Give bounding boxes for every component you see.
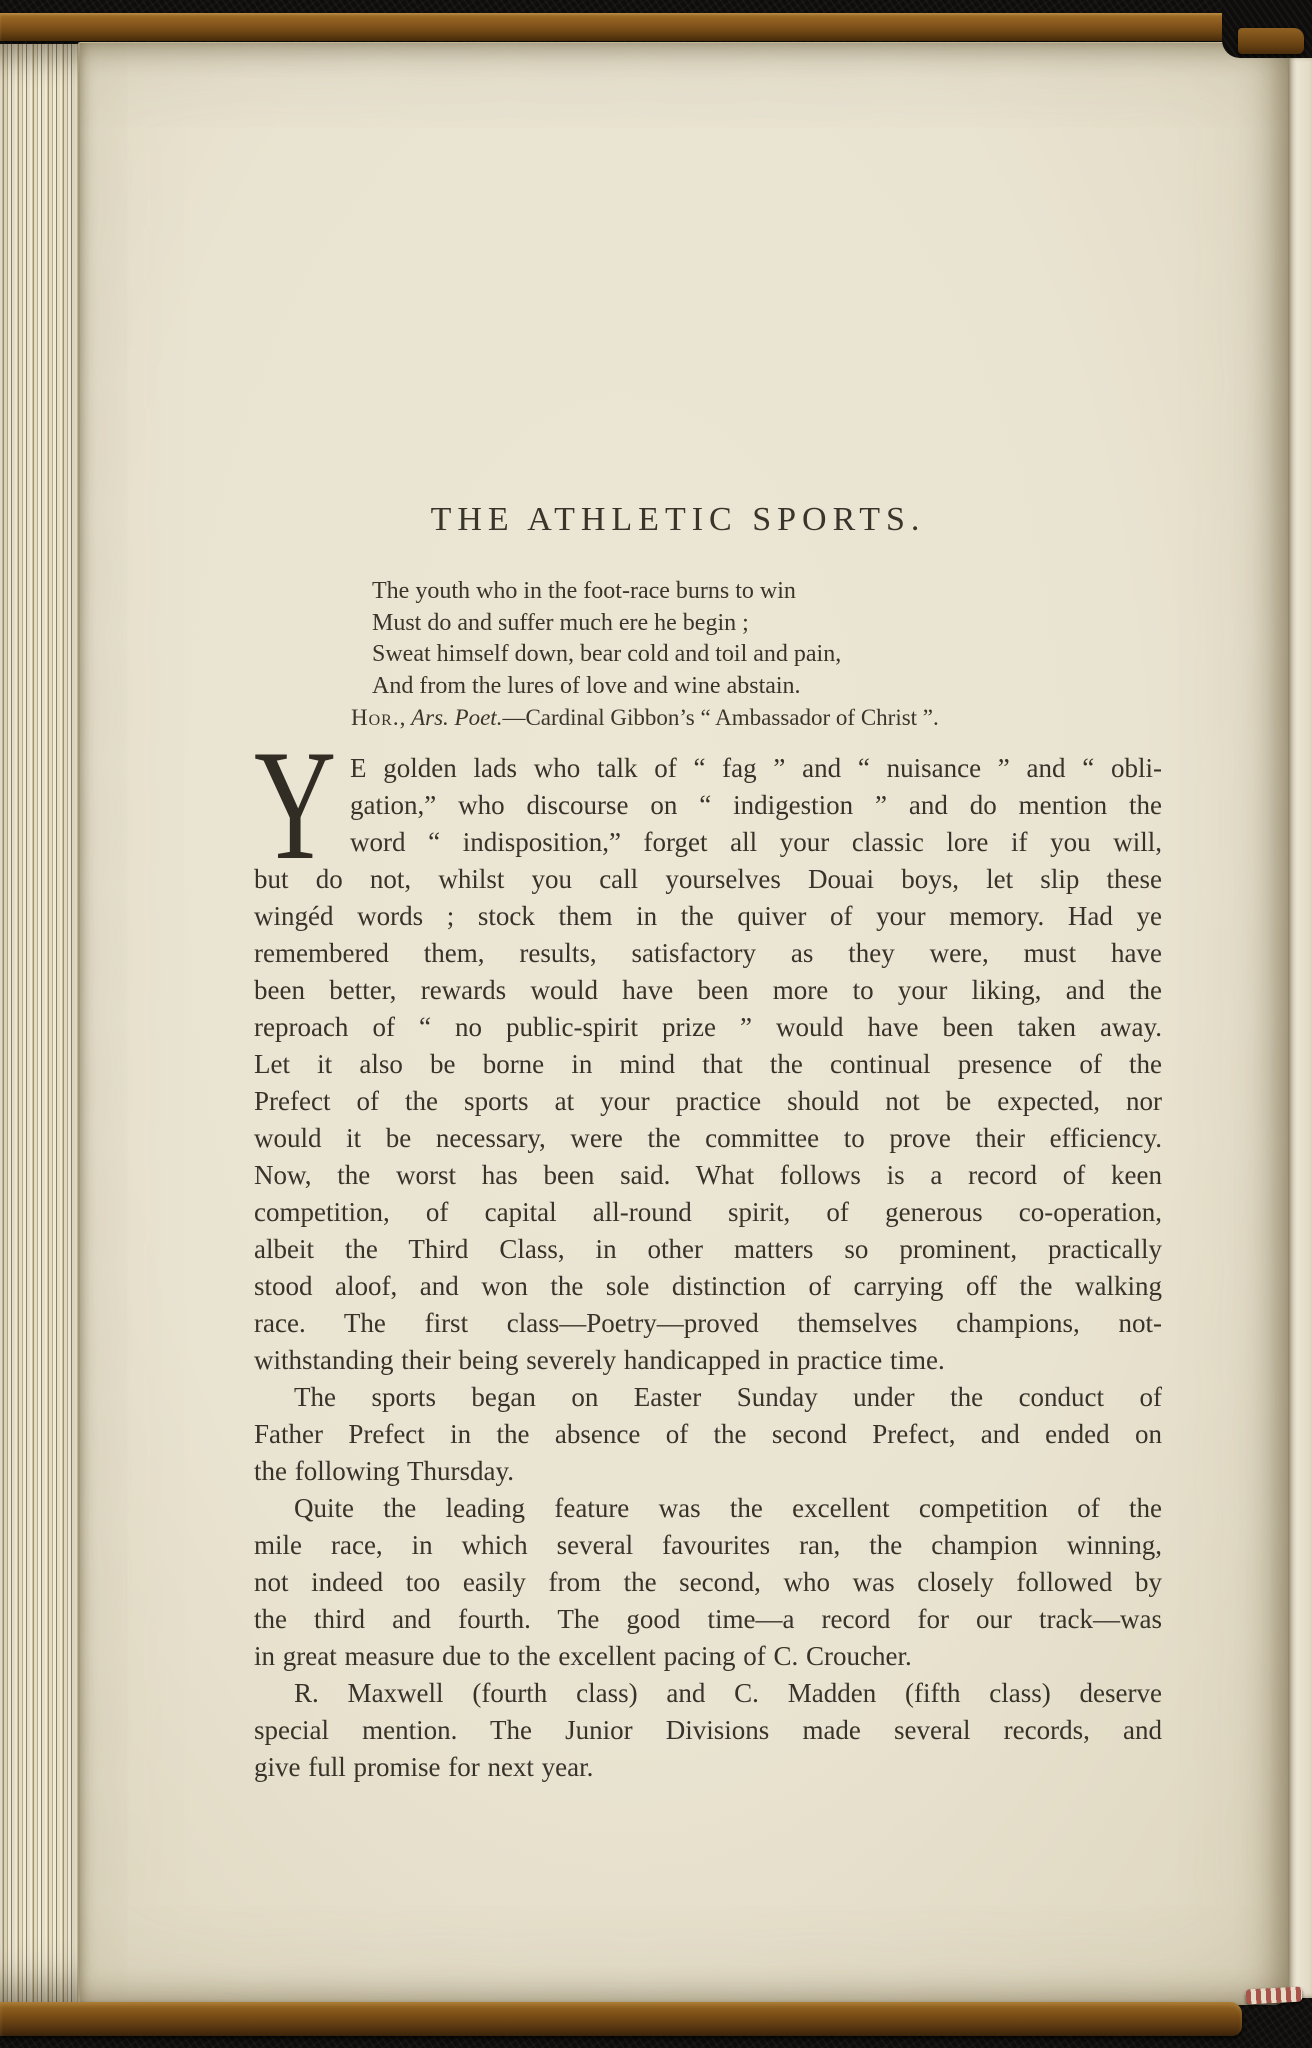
text-line: R. Maxwell (fourth class) and C. Madden (fifth class) deserve bbox=[294, 1678, 1162, 1708]
paragraph-1-lines bbox=[254, 718, 1162, 1379]
adjacent-page-edge bbox=[1286, 56, 1312, 1998]
book-cover-top-edge bbox=[0, 13, 1268, 41]
text-line: Prefect of the sports at your practice should not be expected, nor bbox=[254, 1086, 1162, 1116]
paragraph-2-lines bbox=[254, 1379, 1162, 1490]
paragraph-4 bbox=[254, 1675, 1162, 1786]
epigraph-line: And from the lures of love and wine abstain. bbox=[372, 672, 801, 699]
text-line: withstanding their being severely handicapped in practice time. bbox=[254, 1345, 945, 1375]
text-line: but do not, whilst you call yourselves Douai boys, let slip these bbox=[254, 864, 1162, 894]
text-line: in great measure due to the excellent pacing of C. Croucher. bbox=[254, 1641, 912, 1671]
epigraph bbox=[351, 576, 1111, 733]
epigraph-attribution bbox=[351, 702, 1111, 733]
attribution-separator: , bbox=[399, 705, 412, 730]
text-line: wingéd words ; stock them in the quiver of your memory. Had ye bbox=[254, 901, 1162, 931]
epigraph-lines bbox=[351, 576, 1111, 702]
attribution-work-title: Ars. Poet. bbox=[411, 705, 503, 730]
text-line: the third and fourth. The good time—a record for our track—was bbox=[254, 1604, 1162, 1634]
text-line: special mention. The Junior Divisions made several records, and bbox=[254, 1715, 1162, 1745]
text-line: would it be necessary, were the committee to prove their efficiency. bbox=[254, 1123, 1162, 1153]
text-line: albeit the Third Class, in other matters so prominent, practically bbox=[254, 1234, 1162, 1264]
drop-cap-initial: Y bbox=[254, 718, 337, 893]
paragraph-1 bbox=[254, 718, 1162, 1379]
paragraph-3-lines bbox=[254, 1490, 1162, 1675]
endband-stripes bbox=[1246, 1987, 1303, 2005]
book-cover-bottom-edge bbox=[0, 2002, 1242, 2036]
leather-corner-piece bbox=[1238, 28, 1304, 54]
text-line: word “ indisposition,” forget all your classic lore if you will, bbox=[350, 827, 1162, 857]
attribution-text: —Cardinal Gibbon’s “ Ambassador of Christ ”. bbox=[502, 705, 939, 730]
paragraph-4-lines bbox=[254, 1675, 1162, 1786]
text-line: The sports began on Easter Sunday under the conduct of bbox=[294, 1382, 1162, 1412]
attribution-author: Hor. bbox=[351, 705, 400, 730]
page-edge-stack bbox=[0, 44, 78, 2006]
text-line: stood aloof, and won the sole distinction of carrying off the walking bbox=[254, 1271, 1162, 1301]
body-text bbox=[254, 718, 1162, 1786]
text-line: give full promise for next year. bbox=[254, 1752, 594, 1782]
book-page bbox=[78, 42, 1288, 2005]
text-line: not indeed too easily from the second, who was closely followed by bbox=[254, 1567, 1162, 1597]
epigraph-line: Sweat himself down, bear cold and toil and pain, bbox=[372, 641, 842, 667]
text-line: Father Prefect in the absence of the second Prefect, and ended on bbox=[254, 1419, 1162, 1449]
text-line: reproach of “ no public-spirit prize ” would have been taken away. bbox=[254, 1012, 1162, 1042]
epigraph-line: The youth who in the foot-race burns to win bbox=[372, 578, 796, 604]
epigraph-line: Must do and suffer much ere he begin ; bbox=[372, 609, 749, 636]
text-line: E golden lads who talk of “ fag ” and “ nuisance ” and “ obli- bbox=[350, 753, 1162, 783]
text-line: remembered them, results, satisfactory as they were, must have bbox=[254, 938, 1162, 968]
text-line: gation,” who discourse on “ indigestion ” and do mention the bbox=[350, 790, 1162, 820]
text-line: Now, the worst has been said. What follows is a record of keen bbox=[254, 1160, 1162, 1190]
text-line: race. The first class—Poetry—proved themselves champions, not- bbox=[254, 1308, 1162, 1338]
text-line: mile race, in which several favourites ran, the champion winning, bbox=[254, 1530, 1162, 1560]
text-line: competition, of capital all-round spirit, of generous co-operation, bbox=[254, 1197, 1162, 1227]
text-line: Quite the leading feature was the excellent competition of the bbox=[294, 1493, 1162, 1523]
text-line: the following Thursday. bbox=[254, 1456, 514, 1486]
text-line: Let it also be borne in mind that the continual presence of the bbox=[254, 1049, 1162, 1079]
text-line: been better, rewards would have been more to your liking, and the bbox=[254, 975, 1162, 1005]
paragraph-3 bbox=[254, 1490, 1162, 1675]
page-title: THE ATHLETIC SPORTS. bbox=[430, 501, 926, 538]
paragraph-2 bbox=[254, 1379, 1162, 1490]
